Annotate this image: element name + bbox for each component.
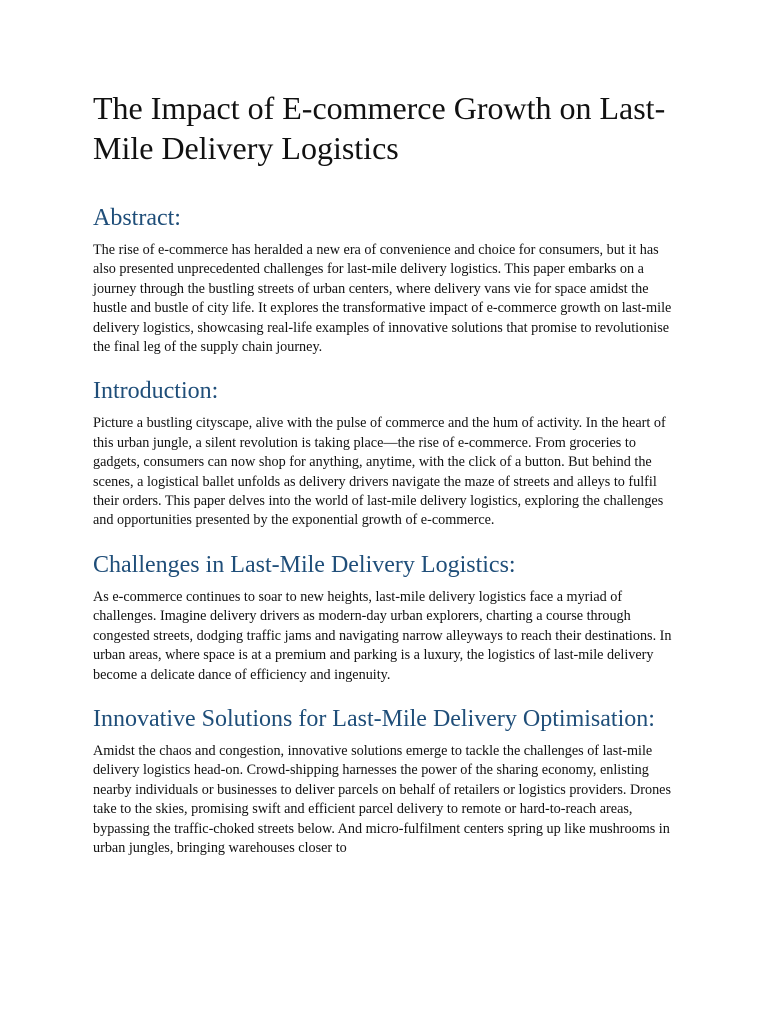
- section-body-innovative-solutions: Amidst the chaos and congestion, innovative solutions emerge to tackle the challenges of last-mile delivery logistics head-on. Crowd-shipping harnesses the power of the sharing economy, enlisting nearby individuals or businesses to deliver parcels on behalf of retailers or logistics providers. Drones take to the skies, promising swift and efficient parcel delivery to remote or hard-to-reach areas, bypassing the traffic-choked streets below. And micro-fulfilment centers spring up like mushrooms in urban jungles, bringing warehouses closer to: [93, 742, 671, 856]
- document-title: The Impact of E-commerce Growth on Last-Mile Delivery Logistics: [93, 90, 666, 166]
- section-heading-introduction: Introduction:: [93, 378, 219, 405]
- section-challenges: [93, 549, 683, 685]
- section-abstract: [93, 202, 683, 357]
- section-introduction: [93, 375, 683, 530]
- section-heading-innovative-solutions: Innovative Solutions for Last-Mile Delivery Optimisation:: [93, 705, 655, 732]
- section-heading-abstract: Abstract:: [93, 205, 181, 231]
- section-body-introduction: Picture a bustling cityscape, alive with the pulse of commerce and the hum of activity. In the heart of this urban jungle, a silent revolution is taking place—the rise of e-commerce. From groceries to gadgets, consumers can now shop for anything, anytime, with the click of a button. But behind the scenes, a logistical ballet unfolds as delivery drivers navigate the maze of streets and alleys to fulfil their orders. This paper delves into the world of last-mile delivery logistics, exploring the challenges and opportunities presented by the exponential growth of e-commerce.: [93, 415, 666, 529]
- document-page: [93, 88, 683, 876]
- section-body-challenges: As e-commerce continues to soar to new heights, last-mile delivery logistics face a myriad of challenges. Imagine delivery drivers as modern-day urban explorers, charting a course through congested streets, dodging traffic jams and navigating narrow alleyways to reach their destinations. In urban areas, where space is at a premium and parking is a luxury, the logistics of last-mile delivery become a delicate dance of efficiency and ingenuity.: [93, 588, 672, 683]
- section-body-abstract: The rise of e-commerce has heralded a new era of convenience and choice for consumers, but it has also presented unprecedented challenges for last-mile delivery logistics. This paper embarks on a journey through the bustling streets of urban centers, where delivery vans vie for space amidst the hustle and bustle of city life. It explores the transformative impact of e-commerce growth on last-mile delivery logistics, showcasing real-life examples of innovative solutions that promise to revolutionise the final leg of the supply chain journey.: [93, 242, 672, 356]
- section-innovative-solutions: [93, 703, 683, 858]
- section-heading-challenges: Challenges in Last-Mile Delivery Logistics:: [93, 551, 516, 578]
